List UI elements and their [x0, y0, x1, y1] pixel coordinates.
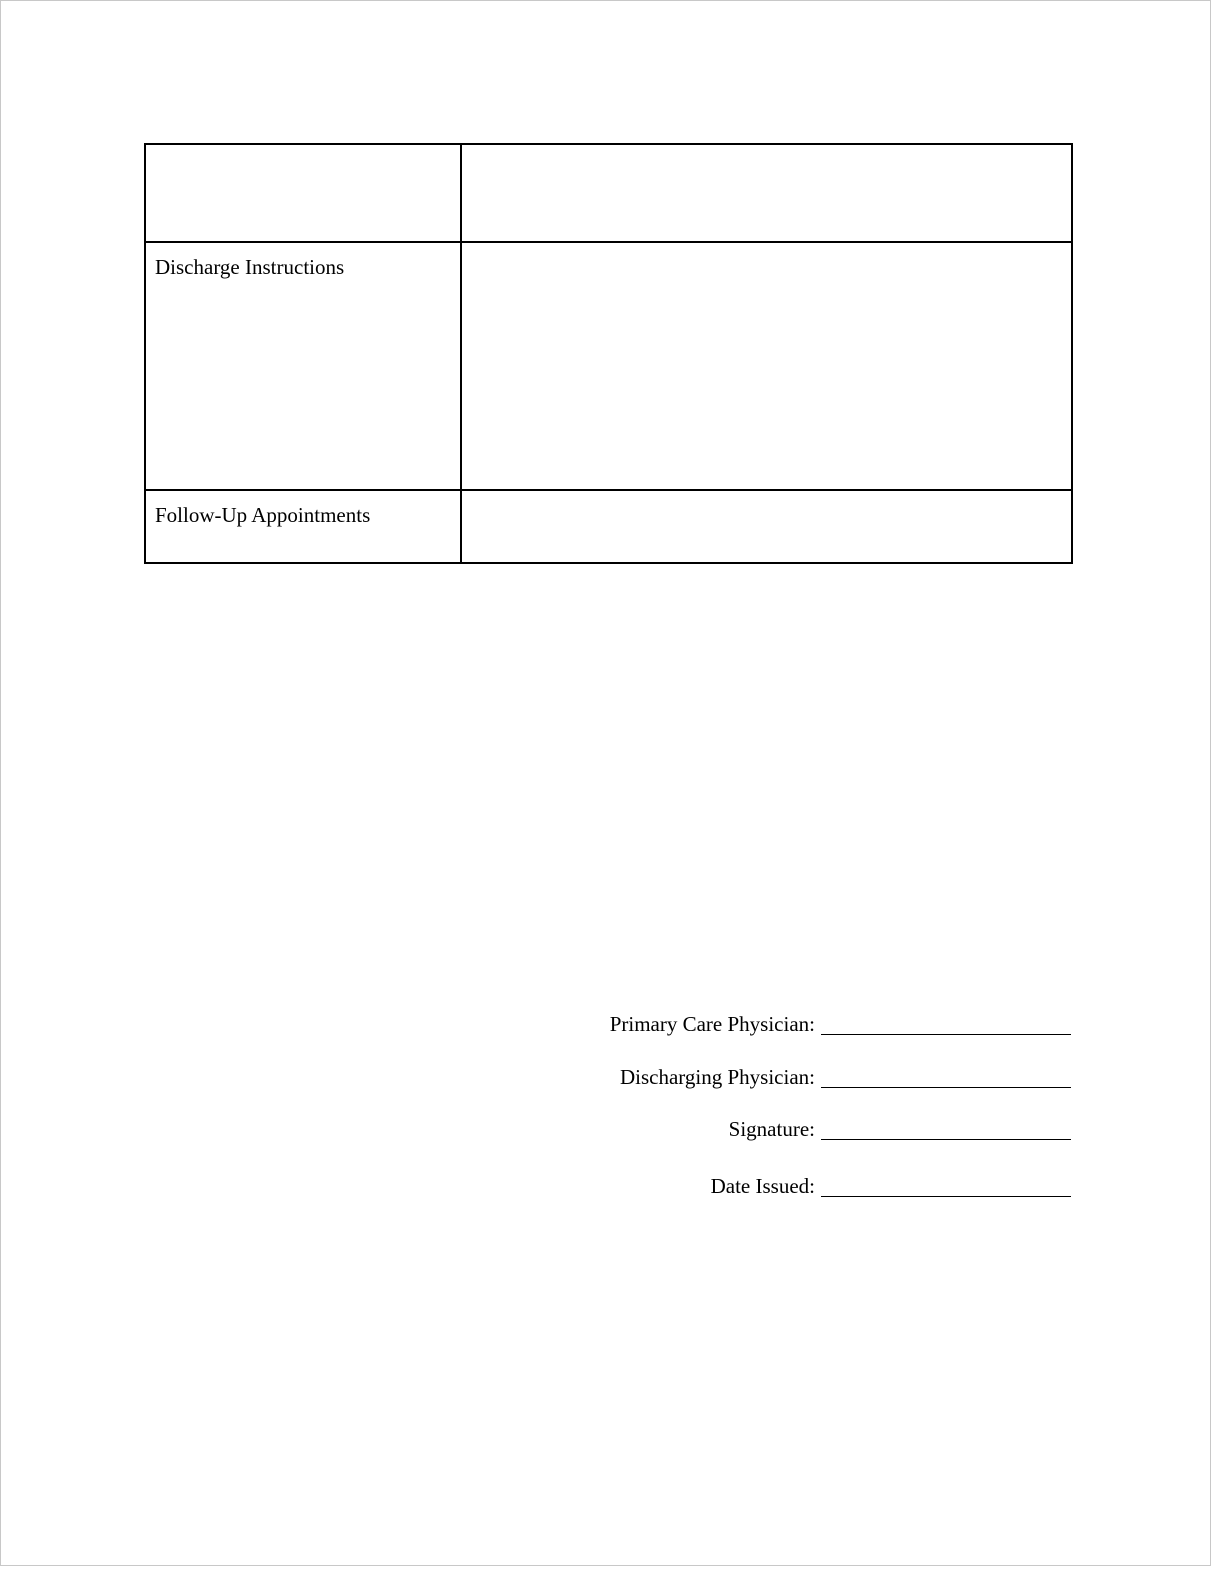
discharge-instructions-field[interactable] [461, 242, 1072, 490]
signature-label: Signature: [728, 1117, 815, 1141]
discharge-instructions-label: Discharge Instructions [145, 242, 461, 490]
primary-care-physician-field[interactable] [821, 1034, 1071, 1035]
row-value-cell[interactable] [461, 144, 1072, 242]
follow-up-appointments-field[interactable] [461, 490, 1072, 563]
signature-line [729, 1116, 1071, 1142]
date-issued-field[interactable] [821, 1196, 1071, 1197]
table-row-discharge-instructions [145, 242, 1072, 490]
signature-field[interactable] [821, 1139, 1071, 1140]
row-label-cell [145, 144, 461, 242]
table-row-follow-up-appointments [145, 490, 1072, 563]
table-row [145, 144, 1072, 242]
date-issued-label: Date Issued: [710, 1174, 815, 1198]
discharge-form-table [144, 143, 1073, 564]
discharging-physician-field[interactable] [821, 1087, 1071, 1088]
discharging-physician-line [620, 1064, 1071, 1090]
follow-up-appointments-label: Follow-Up Appointments [145, 490, 461, 563]
primary-care-physician-line [610, 1011, 1071, 1037]
primary-care-physician-label: Primary Care Physician: [609, 1012, 815, 1036]
date-issued-line [711, 1173, 1071, 1199]
discharging-physician-label: Discharging Physician: [619, 1065, 815, 1089]
